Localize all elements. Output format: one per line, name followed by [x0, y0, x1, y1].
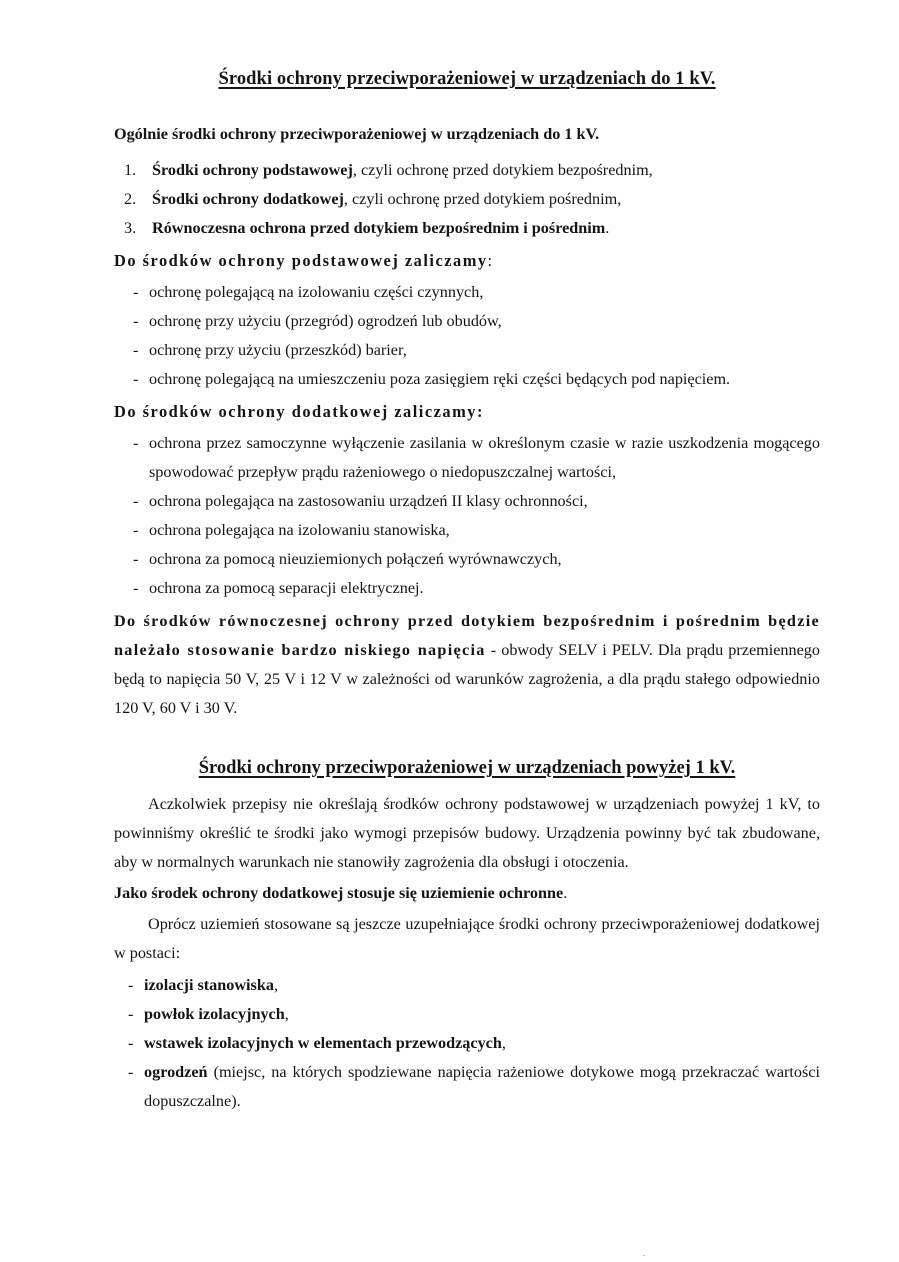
list-item-rest: .: [605, 219, 610, 237]
page-footer-mark: .: [643, 1248, 646, 1258]
list-item-rest: , czyli ochronę przed dotykiem bezpośrednim,: [352, 161, 653, 179]
dash-bullet-icon: -: [128, 976, 134, 994]
list-item-text: ochrona polegająca na zastosowaniu urządzeń II klasy ochronności,: [149, 492, 588, 510]
list-item-bold: izolacji stanowiska: [144, 976, 274, 994]
list-item-bold: Środki ochrony podstawowej: [152, 161, 353, 179]
dash-bullet-icon: -: [133, 434, 139, 452]
dash-bullet-icon: -: [133, 312, 139, 330]
list-item-rest: ,: [273, 976, 278, 994]
list-item-rest: (miejsc, na których spodziewane napięcia rażeniowe dotykowe mogą przekraczać wartości dopuszczalne).: [144, 1063, 820, 1110]
heading-earthing-period: .: [563, 884, 568, 902]
dash-bullet-icon: -: [133, 283, 139, 301]
list-item-number: 2.: [124, 190, 137, 208]
list-item-bold: ogrodzeń: [144, 1063, 208, 1081]
list-item-bold: Środki ochrony dodatkowej: [152, 190, 344, 208]
simultaneous-protection-block: [114, 607, 820, 723]
additional-measures-list: [114, 429, 820, 603]
document-content: [114, 64, 820, 1119]
heading-earthing: [114, 879, 820, 908]
section-subheading-general: Ogólnie środki ochrony przeciwporażeniowej w urządzeniach do 1 kV.: [114, 125, 600, 143]
page-title-secondary: [114, 753, 820, 783]
list-item-bold: powłok izolacyjnych: [144, 1005, 285, 1023]
list-item: [133, 574, 820, 603]
list-item: [133, 278, 820, 307]
list-item: [133, 365, 820, 394]
list-item-text: ochronę przy użyciu (przeszkód) barier,: [149, 341, 407, 359]
heading-basic-measures-text: Do środków ochrony podstawowej zaliczamy: [114, 251, 488, 270]
list-item-text: ochronę przy użyciu (przegród) ogrodzeń lub obudów,: [149, 312, 502, 330]
dash-bullet-icon: -: [133, 341, 139, 359]
heading-additional-measures: [114, 397, 820, 426]
list-item: [124, 185, 820, 214]
list-item-text: ochrona za pomocą nieuziemionych połączeń wyrównawczych,: [149, 550, 562, 568]
dash-bullet-icon: -: [128, 1005, 134, 1023]
page-title-primary-text: Środki ochrony przeciwporażeniowej w urządzeniach do 1 kV.: [218, 69, 716, 89]
heading-basic-measures-colon: :: [487, 251, 493, 270]
heading-basic-measures: [114, 246, 820, 275]
list-item: [128, 1000, 820, 1029]
paragraph-above-1kv: Aczkolwiek przepisy nie określają środków ochrony podstawowej w urządzeniach powyżej 1 kV, to powinniśmy określić te środki jako wymogi przepisów budowy. Urządzenia powinny być tak zbudowane, aby w normalnych warunkach nie stanowiły zagrożenia dla obsługi i otoczenia.: [114, 795, 820, 871]
list-item-text: ochronę polegającą na umieszczeniu poza zasięgiem ręki części będących pod napięciem.: [149, 370, 731, 388]
simultaneous-protection-bold: Do środków równoczesnej ochrony przed dotykiem bezpośrednim i pośrednim będzie należało stosowanie bardzo niskiego napięcia: [114, 612, 820, 659]
dash-bullet-icon: -: [133, 579, 139, 597]
list-item: [133, 516, 820, 545]
heading-additional-measures-text: Do środków ochrony dodatkowej zaliczamy:: [114, 402, 484, 421]
list-item-text: ochrona za pomocą separacji elektrycznej.: [149, 579, 424, 597]
list-item: [124, 214, 820, 243]
list-item-rest: ,: [284, 1005, 289, 1023]
list-item: [128, 1029, 820, 1058]
general-measures-list: [114, 156, 820, 243]
supplementary-measures-list: [114, 971, 820, 1116]
list-item: [133, 545, 820, 574]
list-item: [133, 487, 820, 516]
list-item-text: ochrona przez samoczynne wyłączenie zasilania w określonym czasie w razie uszkodzenia mogącego spowodować przepływ prądu rażeniowego o niedopuszczalnej wartości,: [149, 434, 820, 481]
paragraph-supplementary: Oprócz uziemień stosowane są jeszcze uzupełniające środki ochrony przeciwporażeniowej dodatkowej w postaci:: [114, 915, 820, 962]
heading-earthing-text: Jako środek ochrony dodatkowej stosuje się uziemienie ochronne: [114, 884, 564, 902]
list-item: [133, 307, 820, 336]
dash-bullet-icon: -: [128, 1063, 134, 1081]
list-item: [128, 971, 820, 1000]
list-item: [133, 336, 820, 365]
list-item-text: ochrona polegająca na izolowaniu stanowiska,: [149, 521, 450, 539]
list-item-number: 3.: [124, 219, 137, 237]
list-item-rest: , czyli ochronę przed dotykiem pośrednim,: [343, 190, 622, 208]
page-title-secondary-text: Środki ochrony przeciwporażeniowej w urządzeniach powyżej 1 kV.: [198, 758, 736, 778]
list-item-number: 1.: [124, 161, 137, 179]
list-item-bold: Równoczesna ochrona przed dotykiem bezpośrednim i pośrednim: [152, 219, 606, 237]
list-item-text: ochronę polegającą na izolowaniu części czynnych,: [149, 283, 484, 301]
dash-bullet-icon: -: [133, 370, 139, 388]
list-item-bold: wstawek izolacyjnych w elementach przewodzących: [144, 1034, 502, 1052]
basic-measures-list: [114, 278, 820, 394]
dash-bullet-icon: -: [133, 521, 139, 539]
dash-bullet-icon: -: [133, 492, 139, 510]
list-item: [124, 156, 820, 185]
list-item: [133, 429, 820, 487]
list-item: [128, 1058, 820, 1116]
dash-bullet-icon: -: [133, 550, 139, 568]
list-item-rest: ,: [501, 1034, 506, 1052]
dash-bullet-icon: -: [128, 1034, 134, 1052]
simultaneous-protection-rest: - obwody SELV i PELV. Dla prądu przemiennego będą to napięcia 50 V, 25 V i 12 V w zależności od warunków zagrożenia, a dla prądu stałego odpowiednio 120 V, 60 V i 30 V.: [114, 641, 820, 717]
page-title-primary: [114, 64, 820, 94]
